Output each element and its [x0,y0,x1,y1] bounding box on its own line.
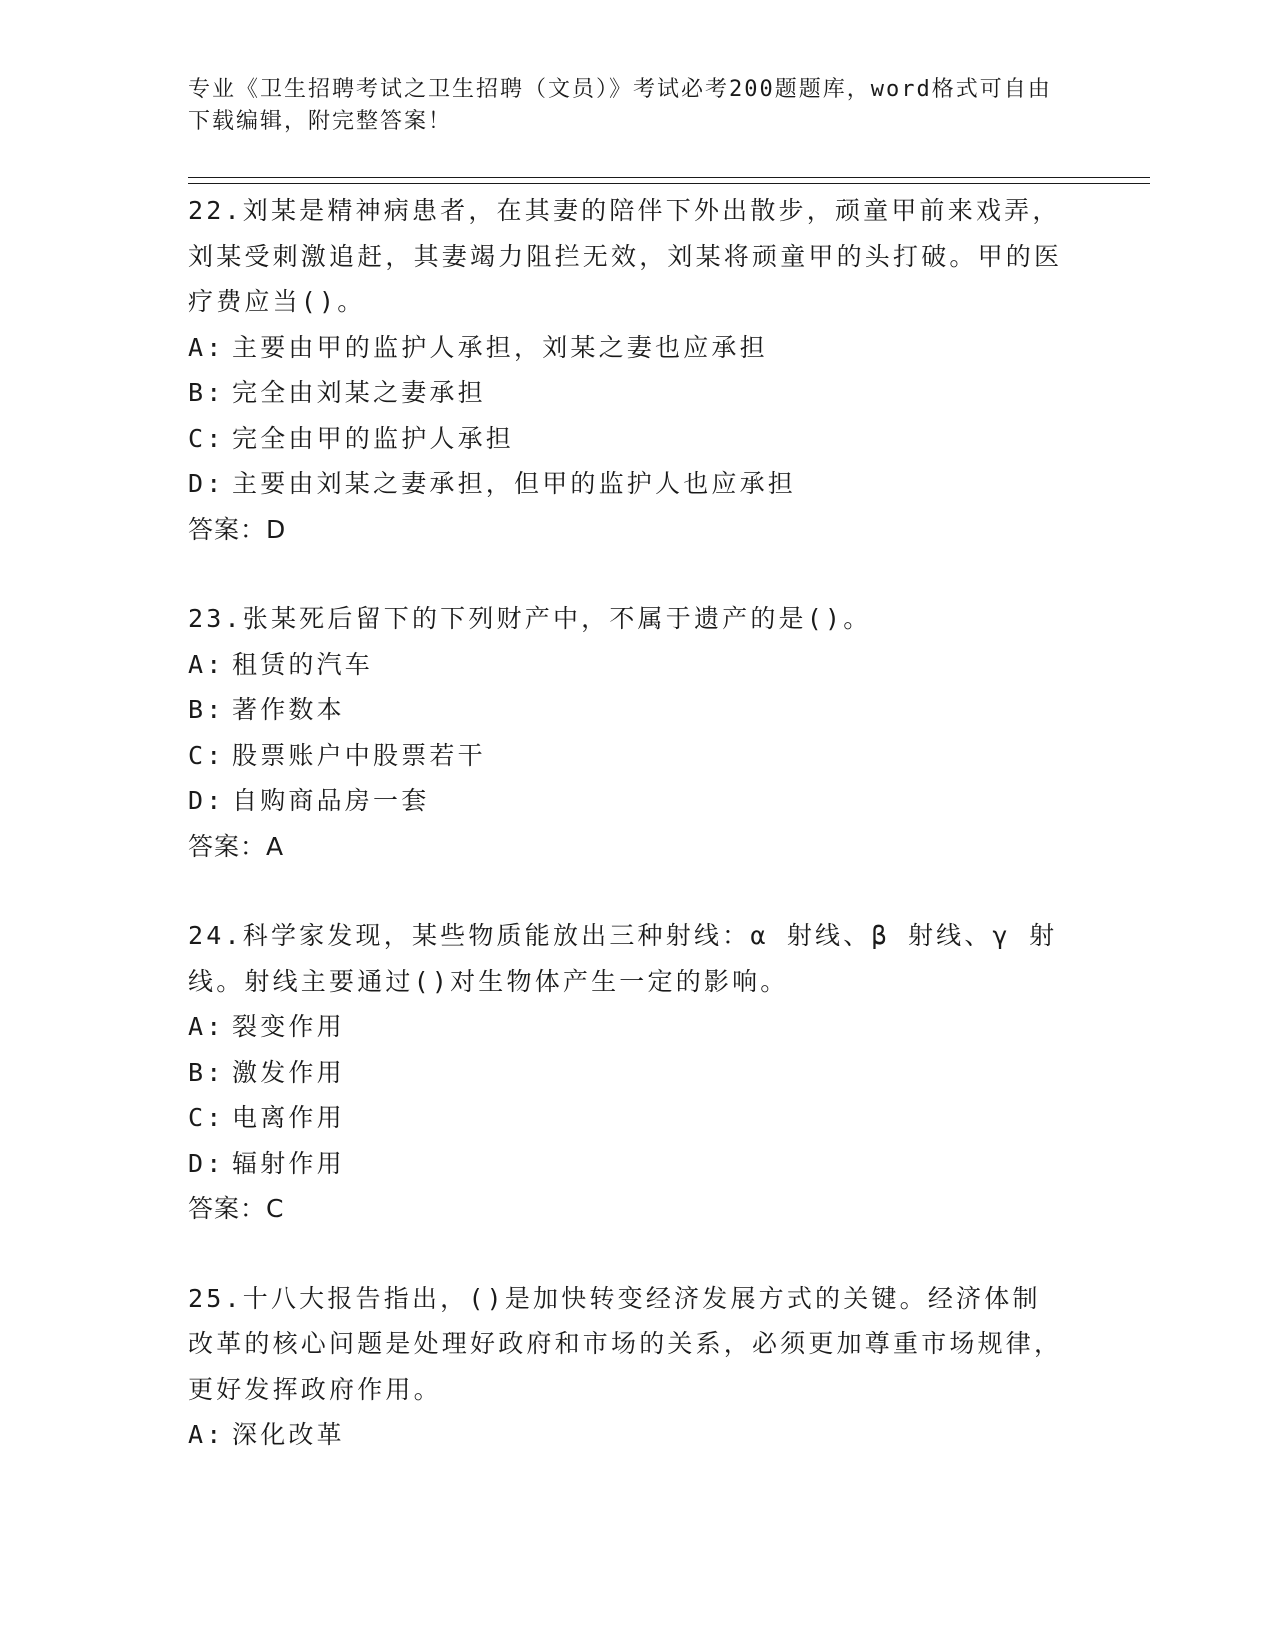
option-d [188,778,1088,824]
option-text: 主要由甲的监护人承担，刘某之妻也应承担 [232,332,768,362]
option-text: 辐射作用 [232,1148,345,1178]
option-key: D: [188,1148,225,1178]
option-b [188,1050,1088,1096]
answer-label: 答案：D [188,514,287,544]
option-c [188,1095,1088,1141]
option-a [188,325,1088,371]
option-text: 股票账户中股票若干 [232,740,486,770]
option-key: A: [188,1012,225,1041]
answer-label: 答案：C [188,1194,285,1223]
option-key: C: [188,1103,225,1132]
option-key: A: [188,649,225,679]
option-a [188,642,1088,688]
question-25 [188,1276,1088,1458]
option-key: B: [188,695,225,724]
option-text: 电离作用 [232,1103,345,1132]
question-stem: 24.科学家发现，某些物质能放出三种射线：α 射线、β 射线、γ 射线。射线主要通过()对生物体产生一定的影响。 [188,921,1058,996]
option-c [188,416,1088,462]
question-list [188,188,1088,1502]
option-text: 主要由刘某之妻承担，但甲的监护人也应承担 [232,469,797,498]
option-text: 自购商品房一套 [232,786,430,815]
document-header: 专业《卫生招聘考试之卫生招聘（文员）》考试必考200题题库，word格式可自由下载编辑，附完整答案！ [188,77,1052,134]
option-text: 租赁的汽车 [232,649,374,679]
option-text: 完全由甲的监护人承担 [232,423,515,453]
question-22 [188,188,1088,552]
option-key: A: [188,1420,225,1449]
question-24 [188,913,1088,1232]
question-stem: 22.刘某是精神病患者，在其妻的陪伴下外出散步，顽童甲前来戏弄，刘某受刺激追赶，其妻竭力阻拦无效，刘某将顽童甲的头打破。甲的医疗费应当()。 [188,196,1063,316]
option-key: B: [188,1057,225,1087]
option-text: 著作数本 [232,695,345,724]
option-text: 完全由刘某之妻承担 [232,378,486,407]
question-23 [188,596,1088,869]
option-key: C: [188,423,225,453]
question-stem: 25.十八大报告指出，()是加快转变经济发展方式的关键。经济体制改革的核心问题是处理好政府和市场的关系，必须更加尊重市场规律，更好发挥政府作用。 [188,1283,1063,1404]
option-c [188,733,1088,779]
option-a [188,1412,1088,1458]
option-d [188,461,1088,507]
option-b [188,370,1088,416]
option-b [188,687,1088,733]
option-key: C: [188,740,225,770]
answer-label: 答案：A [188,831,285,861]
header-divider-top [188,177,1150,178]
option-key: A: [188,332,225,362]
option-text: 深化改革 [232,1420,345,1449]
header-divider-bottom [188,183,1150,184]
question-stem: 23.张某死后留下的下列财产中，不属于遗产的是()。 [188,604,872,633]
option-d [188,1141,1088,1187]
option-key: B: [188,378,225,407]
option-text: 激发作用 [232,1057,345,1087]
option-text: 裂变作用 [232,1012,345,1041]
option-key: D: [188,469,225,498]
option-a [188,1004,1088,1050]
option-key: D: [188,786,225,815]
